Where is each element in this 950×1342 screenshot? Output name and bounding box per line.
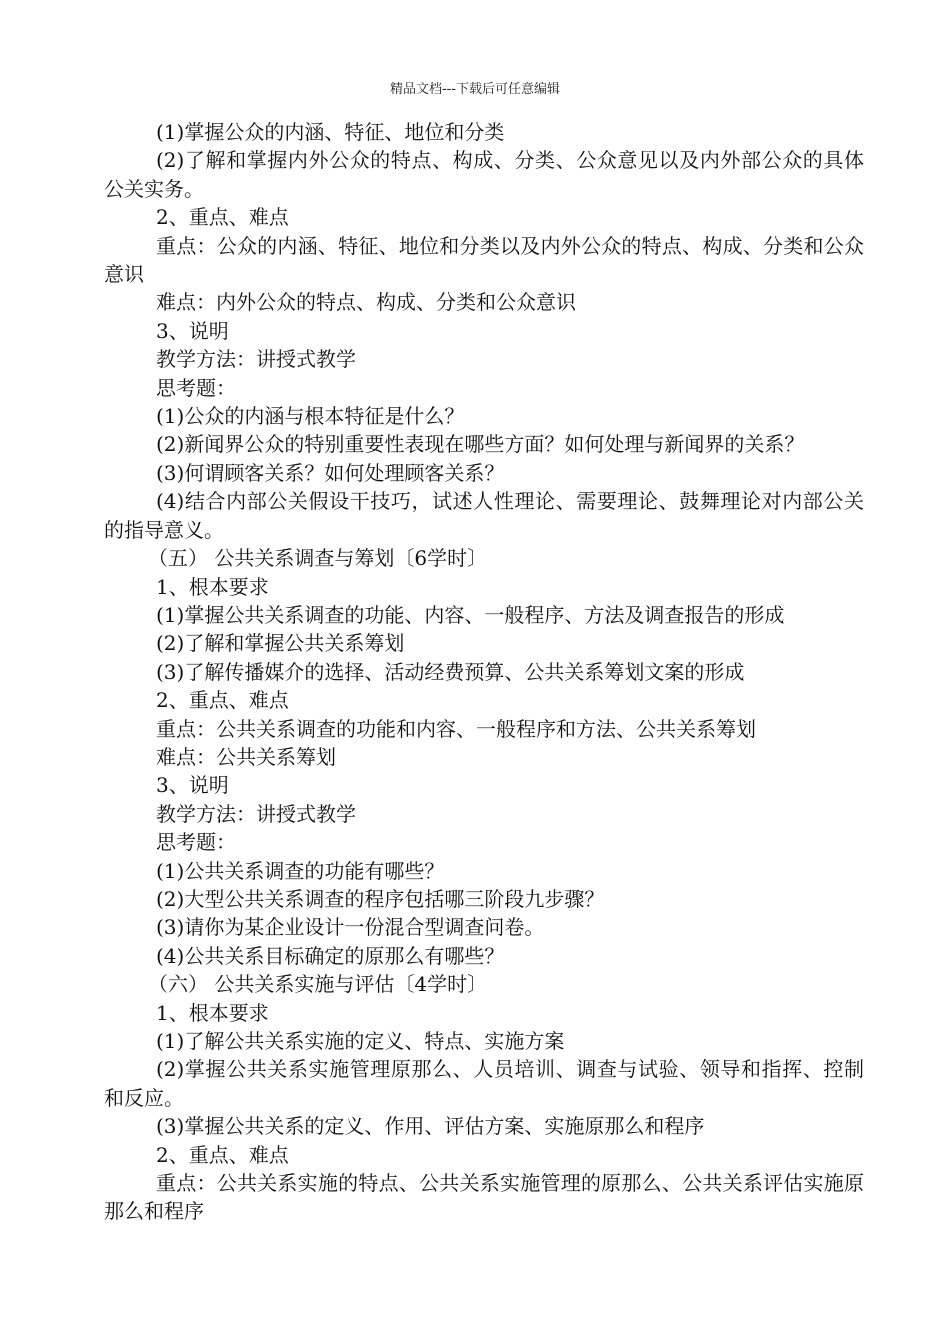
paragraph: (4)结合内部公关假设干技巧，试述人性理论、需要理论、鼓舞理论对内部公关的指导意义。 [104,489,864,542]
paragraph: 2、重点、难点 [156,688,289,713]
paragraph: 1、根本要求 [156,1000,269,1025]
paragraph: 教学方法：讲授式教学 [156,347,356,372]
section-heading: （五） 公共关系调查与筹划〔6学时〕 [148,546,488,571]
paragraph: (1)掌握公众的内涵、特征、地位和分类 [156,120,505,144]
paragraph: (2)新闻界公众的特别重要性表现在哪些方面？如何处理与新闻界的关系？ [156,432,805,457]
paragraph: 重点：公共关系实施的特点、公共关系实施管理的原那么、公共关系评估实施原那么和程序 [104,1171,864,1224]
paragraph: 2、重点、难点 [156,205,289,230]
paragraph: 教学方法：讲授式教学 [156,801,356,826]
paragraph: (2)掌握公共关系实施管理原那么、人员培训、调查与试验、领导和指挥、控制和反应。 [104,1057,864,1110]
paragraph: 2、重点、难点 [156,1142,289,1167]
paragraph: (2)大型公共关系调查的程序包括哪三阶段九步骤？ [156,886,605,911]
paragraph: (3)掌握公共关系的定义、作用、评估方案、实施原那么和程序 [156,1114,705,1139]
paragraph: 3、说明 [156,318,229,343]
document-body [104,118,864,1226]
paragraph: 难点：内外公众的特点、构成、分类和公众意识 [156,290,576,315]
paragraph: (3)了解传播媒介的选择、活动经费预算、公共关系筹划文案的形成 [156,659,745,684]
paragraph: (1)公共关系调查的功能有哪些？ [156,858,445,883]
paragraph: 难点：公共关系筹划 [156,744,336,769]
paragraph: (2)了解和掌握内外公众的特点、构成、分类、公众意见以及内外部公众的具体公关实务。 [104,148,864,201]
paragraph: 重点：公共关系调查的功能和内容、一般程序和方法、公共关系筹划 [156,716,756,741]
paragraph: (4)公共关系目标确定的原那么有哪些？ [156,943,505,968]
paragraph: (2)了解和掌握公共关系筹划 [156,631,405,656]
paragraph: 思考题： [156,830,236,855]
paragraph: (3)何谓顾客关系？如何处理顾客关系？ [156,460,505,485]
section-heading: （六） 公共关系实施与评估〔4学时〕 [148,972,488,997]
paragraph: (1)了解公共关系实施的定义、特点、实施方案 [156,1029,565,1053]
paragraph: (3)请你为某企业设计一份混合型调查问卷。 [156,915,545,940]
paragraph: 1、根本要求 [156,574,269,599]
paragraph: (1)公众的内涵与根本特征是什么？ [156,404,465,429]
paragraph: 思考题： [156,375,236,400]
page-header: 精品文档---下载后可任意编辑 [389,82,561,97]
paragraph: 3、说明 [156,773,229,798]
paragraph: 重点：公众的内涵、特征、地位和分类以及内外公众的特点、构成、分类和公众意识 [104,233,864,287]
paragraph: (1)掌握公共关系调查的功能、内容、一般程序、方法及调查报告的形成 [156,602,785,627]
